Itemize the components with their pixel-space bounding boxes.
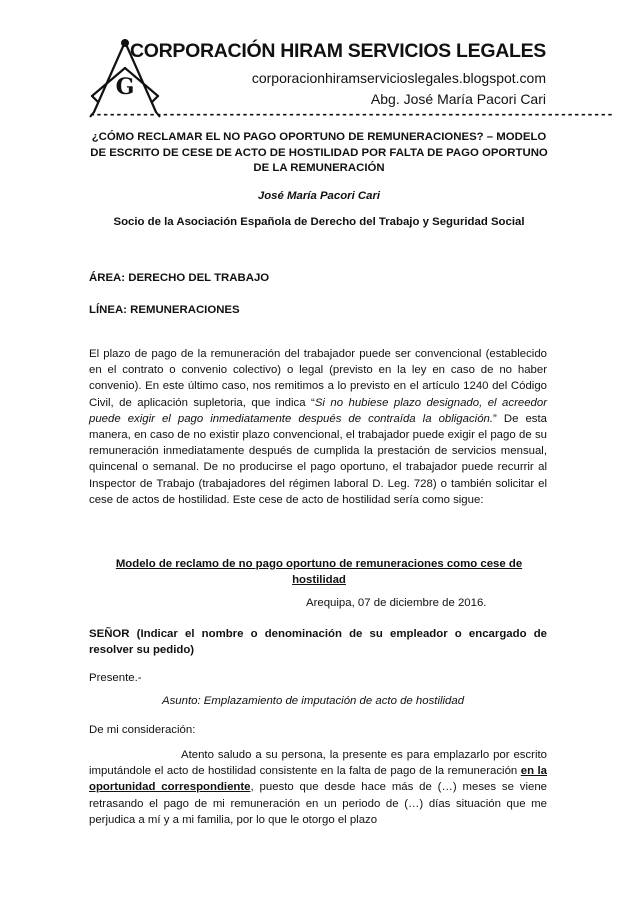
header-author: Abg. José María Pacori Cari	[370, 91, 546, 107]
subject-line: Asunto: Emplazamiento de imputación de acto de hostilidad	[162, 695, 465, 707]
letter-body-paragraph	[89, 747, 547, 828]
linea-label: LÍNEA: REMUNERACIONES	[89, 304, 240, 316]
logo-letter: G	[115, 74, 135, 100]
intro-paragraph	[89, 346, 547, 508]
blog-link[interactable]: corporacionhiramservicioslegales.blogspot.com	[251, 70, 546, 86]
presente-line: Presente.-	[89, 672, 142, 684]
letter-emphasis: en la oportunidad correspondiente	[89, 765, 547, 794]
letter-date: Arequipa, 07 de diciembre de 2016.	[306, 597, 487, 609]
dashed-separator: -------------------------------------------------------------------------------	[89, 108, 614, 121]
model-title: Modelo de reclamo de no pago oportuno de remuneraciones como cese de hostilidad	[115, 558, 523, 586]
salutation: De mi consideración:	[89, 724, 196, 736]
addressee: SEÑOR (Indicar el nombre o denominación de su empleador o encargado de resolver su pedido)	[89, 628, 547, 657]
intro-text-b: ” De esta manera, en caso de no existir plazo convencional, el trabajador puede exigir el pago de su remuneración inmediatamente después de cumplida la prestación de servicios mensual, quincenal o semanal. De no producirse el pago oportuno, el trabajador puede recurrir al Inspector de Trabajo (trabajadores del régimen laboral D. Leg. 728) o también solicitar el cese de actos de hostilidad. Este cese de acto de hostilidad sería como sigue:	[89, 412, 548, 506]
organization-title: CORPORACIÓN HIRAM SERVICIOS LEGALES	[129, 40, 546, 62]
author-affiliation: Socio de la Asociación Española de Derecho del Trabajo y Seguridad Social	[113, 216, 525, 228]
letter-text-b: , puesto que desde hace más de (…) meses se viene retrasando el pago de mi remuneración en un periodo de (…) días situación que me perjudica a mí y a mi familia, por lo que le otorgo el plazo	[89, 781, 547, 826]
article-title: ¿CÓMO RECLAMAR EL NO PAGO OPORTUNO DE REMUNERACIONES? – MODELO DE ESCRITO DE CESE DE ACTO DE HOSTILIDAD POR FALTA DE PAGO OPORTUNO DE LA REMUNERACIÓN	[90, 131, 548, 174]
area-label: ÁREA: DERECHO DEL TRABAJO	[89, 272, 270, 284]
intro-text-a: El plazo de pago de la remuneración del trabajador puede ser convencional (establecido en el contrato o convenio colectivo) o legal (previsto en la ley en caso de no haber convenio). En este último caso, nos remitimos a lo previsto en el artículo 1240 del Código Civil, de aplicación supletoria, que indica “	[89, 348, 547, 409]
letter-text-a: Atento saludo a su persona, la presente es para emplazarlo por escrito imputándole el acto de hostilidad consistente en la falta de pago de la remuneración	[89, 749, 547, 778]
article-author: José María Pacori Cari	[257, 190, 381, 202]
civil-code-quote: Si no hubiese plazo designado, el acreedor puede exigir el pago inmediatamente después de contraída la obligación.	[89, 396, 547, 425]
